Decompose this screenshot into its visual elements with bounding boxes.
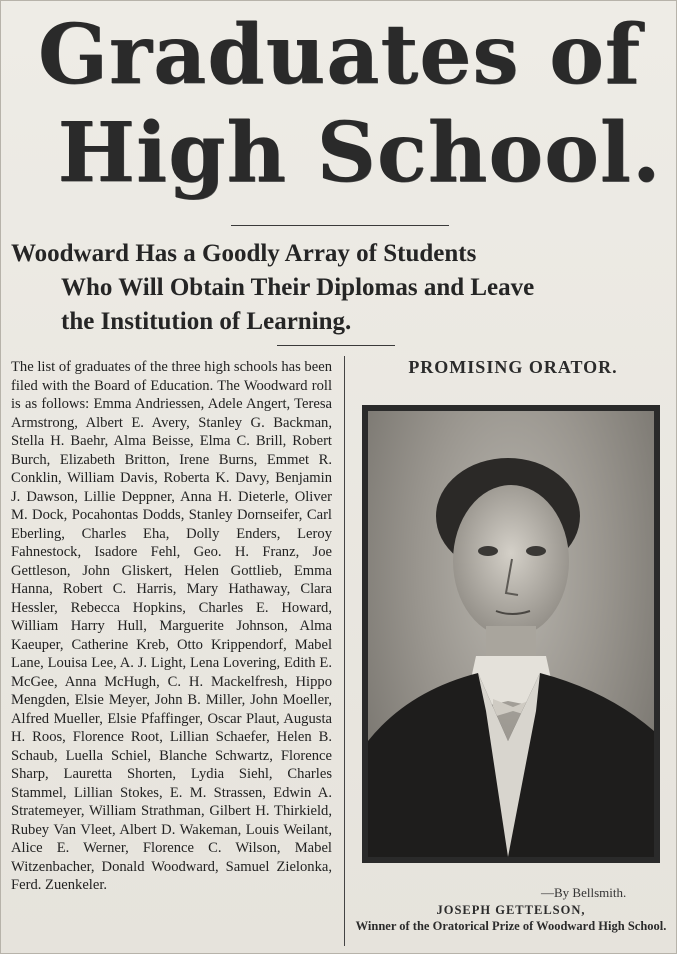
portrait-illustration [368, 411, 654, 857]
headline-rule [231, 225, 449, 226]
headline-line-2: High School. [57, 105, 662, 201]
subheadline-line-3: the Institution of Learning. [61, 308, 352, 335]
sidebar-title: PROMISING ORATOR. [408, 357, 618, 377]
article-body: The list of graduates of the three high schools has been filed with the Board of Education. The Woodward roll is as follows: Emma Andriessen, Adele Angert, Teresa Armstrong, Albert E. Avery, Stanley G. Backman, Stella H. Baehr, Alma Beisse, Elma C. Brill, Robert Burch, Elizabeth Britton, Irene Burns, Emmet R. Conklin, William Davis, Roberta K. Davy, Benjamin J. Dawson, Lillie Deppner, Anna H. Dieterle, Oliver M. Dock, Pocahontas Dodds, Stanley Dornseifer, Carl Eberling, Charles Eha, Dolly Enders, Leroy Fahnestock, Isadore Fehl, Geo. H. Franz, Joe Gettleson, John Gliskert, Helen Gottlieb, Emma Hanna, Robert C. Harris, Mary Hathaway, Clara Hessler, Rebecca Hopkins, Charles E. Howard, William Harry Hull, Marguerite Johnson, Alma Kaeuper, Catherine Kreb, Otto Krippendorf, Mabel Lane, Louisa Lee, A. J. Light, Lena Lovering, Edith E. McGee, Anna McHugh, C. H. Mackelfresh, Hippo Mengden, Elsie Meyer, John B. Miller, John Moeller, Alfred Mueller, Elsie Pfaffinger, Oscar Plaut, Augusta H. Roos, Florence Root, Lillian Schaefer, Helen B. Schaub, Luella Schiel, Blanche Schwartz, Florence Sharp, Lauretta Shorten, Lydia Siehl, Charles Stammel, Lillian Stokes, E. M. Strassen, Edwin A. Stratemeyer, William Strathman, Gilbert H. Thirkield, Rubey Van Vleet, Albert D. Wakeman, Louis Weilant, Alice E. Werner, Florence C. Wilson, Mabel Witzenbacher, Donald Woodward, Samuel Zielonka, Ferd. Zuenkeler. [11, 359, 332, 893]
subheadline-line-1: Woodward Has a Goodly Array of Students [11, 240, 477, 267]
portrait-image [368, 411, 654, 857]
photo-credit: —By Bellsmith. [541, 885, 627, 900]
subheadline-rule [277, 345, 395, 346]
subheadline-line-2: Who Will Obtain Their Diplomas and Leave [61, 274, 535, 301]
headline-line-1: Graduates of [37, 7, 642, 103]
portrait-photo [362, 405, 660, 863]
column-divider [344, 356, 345, 946]
caption-description: Winner of the Oratorical Prize of Woodward High School. [355, 919, 667, 933]
caption-name: JOSEPH GETTELSON, [436, 903, 586, 917]
